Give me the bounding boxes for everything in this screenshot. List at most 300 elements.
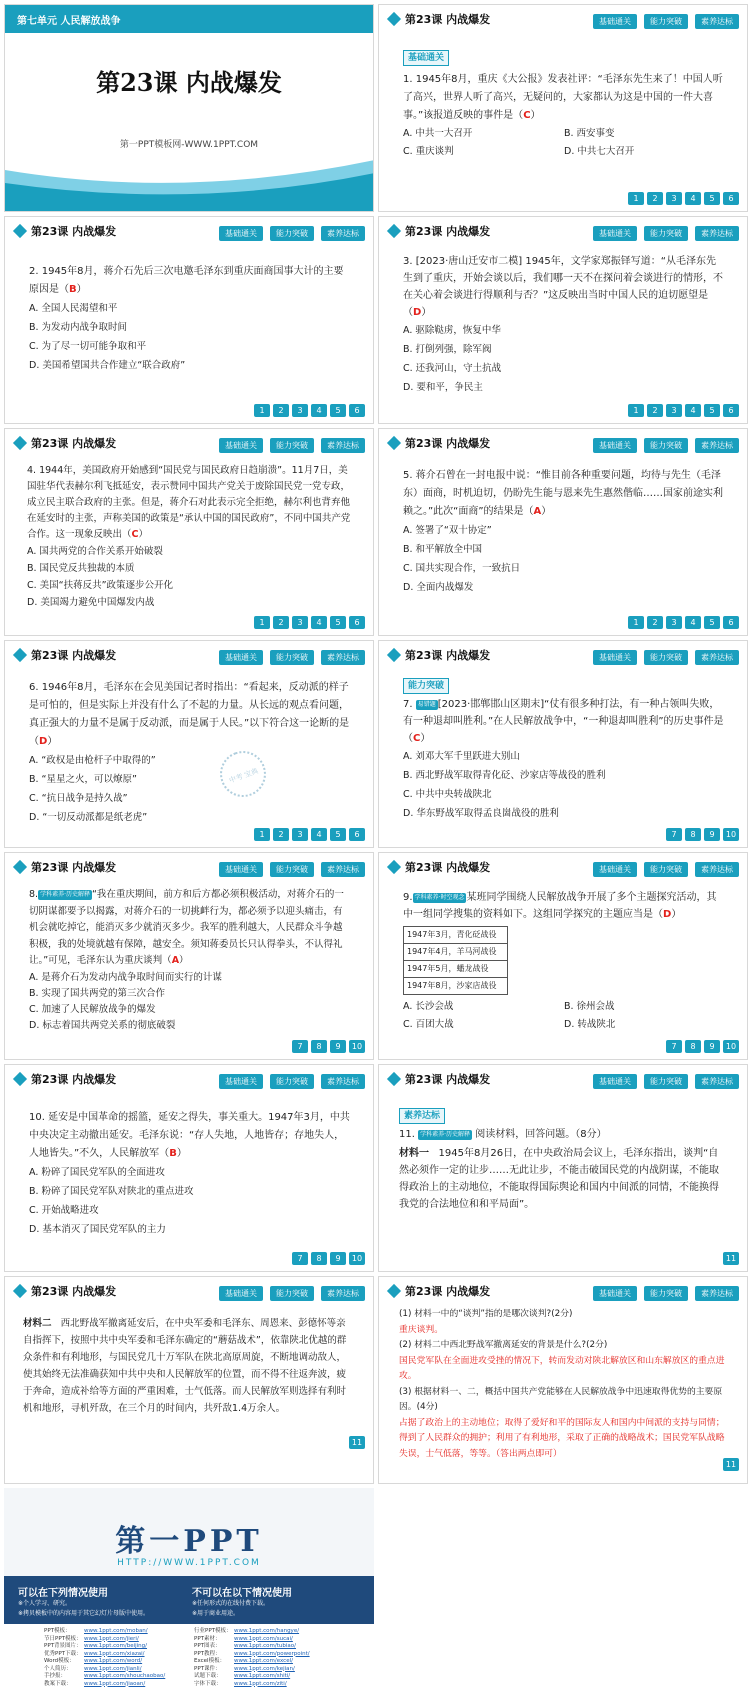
page-button-10[interactable]: 10 xyxy=(349,1040,365,1053)
footer-link-label: 节日PPT模板： xyxy=(44,1635,82,1642)
page-nav xyxy=(292,1252,365,1265)
page-button-9[interactable]: 9 xyxy=(330,1252,346,1265)
footer-link-row xyxy=(194,1636,364,1644)
answer-3: 占据了政治上的主动地位；取得了爱好和平的国际友人和国内中间派的支持与同情；得到了人民群众的拥护；利用了有利地形，采取了正确的战略战术；国民党军队战略失误，士气低落，等等。（答出两点即可） xyxy=(399,1417,725,1459)
lesson-title: 第23课 内战爆发 xyxy=(31,861,117,874)
footer-link-row xyxy=(44,1636,194,1644)
slide-header xyxy=(379,217,747,245)
page-button-7[interactable]: 7 xyxy=(292,1040,308,1053)
page-button-5[interactable]: 5 xyxy=(330,828,346,841)
tab-literacy[interactable]: 素养达标 xyxy=(321,1286,365,1301)
tab-basic[interactable]: 基础通关 xyxy=(219,438,263,453)
slide-header xyxy=(379,641,747,669)
page-button-5[interactable]: 5 xyxy=(704,404,720,417)
lesson-title: 第23课 内战爆发 xyxy=(405,1073,491,1086)
slide-q5 xyxy=(378,428,748,636)
tab-basic[interactable]: 基础通关 xyxy=(219,650,263,665)
footer-link-row xyxy=(194,1651,364,1659)
table-row: 1947年8月，沙家店战役 xyxy=(407,981,497,990)
tab-literacy[interactable]: 素养达标 xyxy=(321,226,365,241)
question-tag: 学科素养·历史解释 xyxy=(420,1131,471,1138)
question-text: 4. 1944年，美国政府开始感到“国民党与国民政府日趋崩溃”。11月7日，美国驻华代表赫尔利飞抵延安，表示赞同中国共产党关于废除国民党一党专政，成立民主联合政府的主张。但是，蒋介石对此表示完全拒绝，赫尔利也背弃他在延安时的主张，声称美国的政策是“承认中国的国民政府”，不同中国共产党合作。这一现象反映出（C） xyxy=(27,465,351,540)
footer-link-label: Excel模板： xyxy=(194,1658,226,1664)
answer-2: 国民党军队在全面进攻受挫的情况下，转而发动对陕北解放区和山东解放区的重点进攻。 xyxy=(399,1355,725,1381)
slide-q10 xyxy=(4,1064,374,1272)
slide-q4 xyxy=(4,428,374,636)
page-button-2[interactable]: 2 xyxy=(273,404,289,417)
footer-link[interactable]: www.1ppt.com/powerpoint/ xyxy=(234,1650,310,1657)
slide-header xyxy=(379,1277,747,1305)
option-d: D. 要和平，争民主 xyxy=(403,382,483,393)
page-button-2[interactable]: 2 xyxy=(647,192,663,205)
question-tag: 易错题 xyxy=(417,701,436,708)
footer-link-label: 字体下载： xyxy=(194,1680,222,1687)
page-button-7[interactable]: 7 xyxy=(292,1252,308,1265)
page-nav xyxy=(292,1040,365,1053)
lesson-title: 第23课 内战爆发 xyxy=(405,649,491,662)
options xyxy=(403,998,725,1034)
option-b: B. 粉碎了国民党军队对陕北的重点进攻 xyxy=(29,1186,194,1197)
option-b: B. 徐州会战 xyxy=(564,1001,615,1012)
option-d: D. 转战陕北 xyxy=(564,1019,616,1030)
footer-link-label: Word模板： xyxy=(44,1658,75,1664)
page-button-11[interactable]: 11 xyxy=(349,1436,365,1449)
option-c: C. 还我河山，守土抗战 xyxy=(403,363,502,374)
option-c: C. 为了尽一切可能争取和平 xyxy=(29,341,147,352)
option-b: B. 西北野战军取得青化砭、沙家店等战役的胜利 xyxy=(403,770,606,781)
page-button-4[interactable]: 4 xyxy=(685,404,701,417)
question-text: 5. 蒋介石曾在一封电报中说：“惟目前各种重要问题，均待与先生（毛泽东）面商，时机迫切，仍盼先生能与恩来先生惠然偕临……国家前途实利赖之。”此次“面商”的结果是（A） xyxy=(403,470,723,517)
slide-header xyxy=(5,641,373,669)
cover-site: 第一PPT模板网-WWW.1PPT.COM xyxy=(119,140,259,150)
sub-question-2: (2) 材料二中西北野战军撤离延安的背景是什么?(2分) xyxy=(399,1340,608,1350)
option-b: B. “星星之火，可以燎原” xyxy=(29,774,137,785)
cannot-use-item: ※用于商业用途。 xyxy=(192,1610,240,1617)
slide-q1 xyxy=(378,4,748,212)
answer: D xyxy=(663,909,672,920)
option-a: A. 全国人民渴望和平 xyxy=(29,303,118,314)
footer-link[interactable]: www.1ppt.com/excel/ xyxy=(234,1658,293,1664)
page-button-10[interactable]: 10 xyxy=(723,1040,739,1053)
tab-ability[interactable]: 能力突破 xyxy=(270,650,314,665)
question-tag: 学科素养·历史解释 xyxy=(40,891,90,898)
page-button-4[interactable]: 4 xyxy=(311,404,327,417)
tab-basic[interactable]: 基础通关 xyxy=(593,1286,637,1301)
option-d: D. 标志着国共两党关系的彻底破裂 xyxy=(29,1019,176,1031)
slide-q2 xyxy=(4,216,374,424)
page-nav xyxy=(628,404,739,417)
tab-ability[interactable]: 能力突破 xyxy=(270,1074,314,1089)
tab-basic[interactable]: 基础通关 xyxy=(219,226,263,241)
tab-basic[interactable]: 基础通关 xyxy=(219,862,263,877)
page-button-11[interactable]: 11 xyxy=(723,1252,739,1265)
diamond-icon xyxy=(387,224,401,238)
tab-basic[interactable]: 基础通关 xyxy=(593,650,637,665)
diamond-icon xyxy=(387,436,401,450)
option-a: A. “政权是由枪杆子中取得的” xyxy=(29,755,156,766)
question-tag: 学科素养·时空观念 xyxy=(414,894,465,901)
slide-header xyxy=(5,1277,373,1305)
watermark-stamp: 中考 宝典 xyxy=(214,745,273,804)
page-button-6[interactable]: 6 xyxy=(723,192,739,205)
question-intro: 11. 学科素养·历史解释 阅读材料，回答问题。（8分） xyxy=(399,1129,607,1140)
diamond-icon xyxy=(13,860,27,874)
tab-basic[interactable]: 基础通关 xyxy=(593,1074,637,1089)
tab-literacy[interactable]: 素养达标 xyxy=(695,438,739,453)
slide-header xyxy=(5,429,373,457)
footer-link[interactable]: www.1ppt.com/shouchaobao/ xyxy=(84,1673,166,1679)
slide-q9 xyxy=(378,852,748,1060)
page-button-9[interactable]: 9 xyxy=(704,828,720,841)
page-nav xyxy=(628,192,739,205)
diamond-icon xyxy=(13,224,27,238)
page-button-1[interactable]: 1 xyxy=(254,404,270,417)
page-button-4[interactable]: 4 xyxy=(685,616,701,629)
sub-question-3: (3) 根据材料一、二，概括中国共产党能够在人民解放战争中迅速取得优势的主要原因。(4分) xyxy=(399,1386,723,1412)
option-c: C. 重庆谈判 xyxy=(403,146,454,157)
tab-ability[interactable]: 能力突破 xyxy=(644,862,688,877)
footer-link[interactable]: www.1ppt.com/kejian/ xyxy=(234,1665,295,1672)
footer-link-row xyxy=(44,1651,194,1659)
page-button-6[interactable]: 6 xyxy=(723,616,739,629)
cover-title: 第23课 内战爆发 xyxy=(96,68,282,97)
option-b: B. 为发动内战争取时间 xyxy=(29,322,128,333)
page-button-6[interactable]: 6 xyxy=(349,616,365,629)
tab-literacy[interactable]: 素养达标 xyxy=(321,650,365,665)
option-c: C. 百团大战 xyxy=(403,1019,454,1030)
material-two: 材料二 西北野战军撤离延安后，在中央军委和毛泽东、周恩来、彭德怀等亲自指挥下，按照中共中央军委和毛泽东确定的“蘑菇战术”，依靠陕北优越的群众条件和有利地形，与国民党几十万军队在陕北高原周旋，不断地调动敌人，使其始终无法准确获知中共中央和人民解放军的位置，而不得不往返奔波，疲于奔命，造成补给等方面的严重困难，士气低落。而人民解放军则选择有利时机和地形，寻机歼敌，在三个月的时间内，共歼敌1.4万余人。 xyxy=(23,1318,347,1414)
tab-ability[interactable]: 能力突破 xyxy=(270,1286,314,1301)
option-b: B. 打倒列强，除军阀 xyxy=(403,344,492,355)
page-nav xyxy=(666,828,739,841)
footer-link[interactable]: www.1ppt.com/jianli/ xyxy=(84,1665,142,1672)
table-row: 1947年3月，青化砭战役 xyxy=(404,927,507,944)
footer-link[interactable]: www.1ppt.com/ziti/ xyxy=(234,1680,287,1687)
answer: A xyxy=(171,955,180,966)
section-label: 能力突破 xyxy=(403,678,449,694)
footer-link-row xyxy=(194,1673,364,1681)
page-button-4[interactable]: 4 xyxy=(311,616,327,629)
footer-slide xyxy=(4,1488,374,1693)
footer-link[interactable]: www.1ppt.com/moban/ xyxy=(84,1628,148,1634)
option-a: A. 刘邓大军千里跃进大别山 xyxy=(403,751,520,762)
option-d: D. 基本消灭了国民党军队的主力 xyxy=(29,1224,166,1235)
page-button-2[interactable]: 2 xyxy=(273,616,289,629)
option-a: A. 签署了“双十协定” xyxy=(403,525,492,536)
footer-link-label: 个人简历： xyxy=(44,1665,72,1672)
page-nav xyxy=(723,1252,739,1265)
page-button-9[interactable]: 9 xyxy=(330,1040,346,1053)
slide-header xyxy=(379,5,747,33)
can-use-item: ※个人学习、研究。 xyxy=(18,1600,72,1607)
page-button-10[interactable]: 10 xyxy=(349,1252,365,1265)
diamond-icon xyxy=(13,436,27,450)
diamond-icon xyxy=(387,1284,401,1298)
footer-link[interactable]: www.1ppt.com/sucai/ xyxy=(234,1635,293,1642)
page-button-7[interactable]: 7 xyxy=(666,1040,682,1053)
option-d: D. 全面内战爆发 xyxy=(403,582,474,593)
footer-link-row xyxy=(44,1681,194,1689)
footer-link-row xyxy=(194,1666,364,1674)
slide-q3 xyxy=(378,216,748,424)
lesson-title: 第23课 内战爆发 xyxy=(31,1073,117,1086)
footer-link-label: PPT教程： xyxy=(194,1650,221,1657)
tab-literacy[interactable]: 素养达标 xyxy=(321,862,365,877)
page-button-1[interactable]: 1 xyxy=(628,404,644,417)
footer-link-label: PPT模板： xyxy=(44,1628,71,1634)
slide-header xyxy=(379,853,747,881)
tab-literacy[interactable]: 素养达标 xyxy=(695,650,739,665)
page-button-8[interactable]: 8 xyxy=(685,1040,701,1053)
footer-link-row xyxy=(44,1658,194,1666)
page-button-4[interactable]: 4 xyxy=(685,192,701,205)
tab-literacy[interactable]: 素养达标 xyxy=(695,226,739,241)
lesson-title: 第23课 内战爆发 xyxy=(31,225,117,238)
option-c: C. 中共中央转战陕北 xyxy=(403,789,492,800)
option-d: D. 美国希望国共合作建立“联合政府” xyxy=(29,360,186,371)
cannot-use-item: ※任何形式的在线付费下载。 xyxy=(192,1600,270,1607)
footer-link-row xyxy=(44,1673,194,1681)
page-nav xyxy=(349,1436,365,1449)
cover-unit: 第七单元 人民解放战争 xyxy=(17,16,121,27)
page-button-5[interactable]: 5 xyxy=(330,616,346,629)
diamond-icon xyxy=(387,12,401,26)
page-button-9[interactable]: 9 xyxy=(704,1040,720,1053)
page-button-11[interactable]: 11 xyxy=(723,1458,739,1471)
footer-link-label: 教案下载： xyxy=(44,1680,72,1687)
footer-link-row xyxy=(44,1643,194,1651)
tab-basic[interactable]: 基础通关 xyxy=(593,14,637,29)
slide-header xyxy=(379,1065,747,1093)
page-button-1[interactable]: 1 xyxy=(628,192,644,205)
page-button-1[interactable]: 1 xyxy=(254,616,270,629)
page-nav xyxy=(254,404,365,417)
tab-ability[interactable]: 能力突破 xyxy=(270,862,314,877)
page-button-5[interactable]: 5 xyxy=(704,192,720,205)
answer: C xyxy=(131,529,139,540)
tab-literacy[interactable]: 素养达标 xyxy=(695,1074,739,1089)
lesson-title: 第23课 内战爆发 xyxy=(31,437,117,450)
footer-link-row xyxy=(194,1643,364,1651)
footer-link[interactable]: www.1ppt.com/jieri/ xyxy=(84,1635,139,1642)
page-button-8[interactable]: 8 xyxy=(311,1252,327,1265)
tab-basic[interactable]: 基础通关 xyxy=(219,1286,263,1301)
diamond-icon xyxy=(13,648,27,662)
slide-header xyxy=(5,853,373,881)
question-text: 8. 学科素养·历史解释 “我在重庆期间，前方和后方都必须积极活动，对蒋介石的一切阴谋都要予以揭露，对蒋介石的一切挑衅行为，都必须予以迎头痛击，有机会就吃掉它，能消灭多少就消灭多少。我军的胜利越大，人民群众斗争越积极，我的处境就越有保障，越安全。须知蒋委员长只认得拳头，不认得礼让。”可见，毛泽东认为重庆谈判（A） xyxy=(29,889,344,966)
footer-link[interactable]: www.1ppt.com/beijing/ xyxy=(84,1643,148,1649)
slide-header xyxy=(5,1065,373,1093)
footer-link-label: 行业PPT模板： xyxy=(194,1628,232,1634)
answer: D xyxy=(413,307,422,318)
slide-q6 xyxy=(4,640,374,848)
tab-literacy[interactable]: 素养达标 xyxy=(695,862,739,877)
footer-link-label: PPT素材： xyxy=(194,1635,221,1642)
slide-header xyxy=(379,429,747,457)
page-button-2[interactable]: 2 xyxy=(273,828,289,841)
tab-literacy[interactable]: 素养达标 xyxy=(695,14,739,29)
cover-wave xyxy=(5,155,374,212)
links-right xyxy=(194,1628,364,1688)
tab-ability[interactable]: 能力突破 xyxy=(270,226,314,241)
diamond-icon xyxy=(387,860,401,874)
page-button-6[interactable]: 6 xyxy=(723,404,739,417)
option-b: B. 国民党反共独裁的本质 xyxy=(27,563,135,574)
page-button-6[interactable]: 6 xyxy=(349,404,365,417)
option-a: A. 是蒋介石为发动内战争取时间而实行的计谋 xyxy=(29,971,222,983)
lesson-title: 第23课 内战爆发 xyxy=(405,1285,491,1298)
page-nav xyxy=(628,616,739,629)
options xyxy=(403,125,725,161)
page-button-3[interactable]: 3 xyxy=(666,404,682,417)
option-a: A. 驱除鞑虏，恢复中华 xyxy=(403,325,501,336)
tab-ability[interactable]: 能力突破 xyxy=(644,650,688,665)
option-d: D. 华东野战军取得孟良崮战役的胜利 xyxy=(403,808,559,819)
footer-link-label: 手抄报： xyxy=(44,1673,67,1679)
slide-q8 xyxy=(4,852,374,1060)
section-label: 素养达标 xyxy=(399,1108,445,1124)
footer-link[interactable]: www.1ppt.com/hangye/ xyxy=(234,1628,300,1634)
tab-ability[interactable]: 能力突破 xyxy=(644,1074,688,1089)
lesson-title: 第23课 内战爆发 xyxy=(405,13,491,26)
option-c: C. 加速了人民解放战争的爆发 xyxy=(29,1003,156,1015)
data-table xyxy=(403,926,508,995)
page-button-1[interactable]: 1 xyxy=(628,616,644,629)
page-button-3[interactable]: 3 xyxy=(666,616,682,629)
tab-literacy[interactable]: 素养达标 xyxy=(321,1074,365,1089)
page-button-2[interactable]: 2 xyxy=(647,616,663,629)
can-use-title: 可以在下列情况使用 xyxy=(18,1588,108,1599)
option-d: D. “一切反动派都是纸老虎” xyxy=(29,812,148,823)
page-button-10[interactable]: 10 xyxy=(723,828,739,841)
material-one: 材料一 1945年8月26日，在中央政治局会议上，毛泽东指出，谈判“自然必须作一定的让步……无此让步，不能击破国民党的内战阴谋，不能取得政治上的主动地位，不能取得国际舆论和国内中间派的同情，不能换得我党的合法地位和和平局面”。 xyxy=(399,1148,719,1210)
answer: C xyxy=(413,733,421,744)
tab-basic[interactable]: 基础通关 xyxy=(219,1074,263,1089)
footer-link-label: PPT图表： xyxy=(194,1643,221,1649)
tab-basic[interactable]: 基础通关 xyxy=(593,438,637,453)
footer-link-label: 优秀PPT下载： xyxy=(44,1650,82,1657)
tab-basic[interactable]: 基础通关 xyxy=(593,862,637,877)
question-text: 3. [2023·唐山迁安市二模] 1945年，文学家郑振铎写道：“从毛泽东先生到了重庆，开始会谈以后，我们哪一天不在探问着会谈进行的情形，不在关心着会谈进行得顺利与否？”这反映出当时中国人民的迫切愿望是（D） xyxy=(403,256,723,318)
question-text: 10. 延安是中国革命的摇篮，延安之得失，事关重大。1947年3月，中共中央决定主动撤出延安。毛泽东说：“存人失地，人地皆存；存地失人，人地皆失。”不久，人民解放军（B） xyxy=(29,1112,350,1159)
slide-q11-material1 xyxy=(378,1064,748,1272)
tab-literacy[interactable]: 素养达标 xyxy=(321,438,365,453)
footer-link-row xyxy=(194,1681,364,1689)
page-button-3[interactable]: 3 xyxy=(292,404,308,417)
option-a: A. 长沙会战 xyxy=(403,1001,454,1012)
page-button-7[interactable]: 7 xyxy=(666,828,682,841)
can-use xyxy=(18,1584,178,1619)
tab-ability[interactable]: 能力突破 xyxy=(644,438,688,453)
table-row: 1947年4月，羊马河战役 xyxy=(404,944,507,961)
answer: B xyxy=(69,284,77,295)
footer-link[interactable]: www.1ppt.com/xiazai/ xyxy=(84,1650,145,1657)
option-a: A. 国共两党的合作关系开始破裂 xyxy=(27,546,163,557)
answer: C xyxy=(523,110,531,121)
tab-literacy[interactable]: 素养达标 xyxy=(695,1286,739,1301)
can-use-item: ※拷贝模板中的内容用于其它幻灯片母版中使用。 xyxy=(18,1610,150,1617)
answer-1: 重庆谈判。 xyxy=(399,1324,443,1335)
diamond-icon xyxy=(13,1072,27,1086)
answer: D xyxy=(39,736,48,747)
lesson-title: 第23课 内战爆发 xyxy=(405,437,491,450)
sub-question-1: (1) 材料一中的“谈判”指的是哪次谈判?(2分) xyxy=(399,1309,573,1319)
slide-q11-material2 xyxy=(4,1276,374,1484)
option-b: B. 和平解放全中国 xyxy=(403,544,483,555)
footer-logo: 第一PPT xyxy=(115,1524,263,1559)
page-button-5[interactable]: 5 xyxy=(704,616,720,629)
slide-q11-answers xyxy=(378,1276,748,1484)
option-d: D. 美国竭力避免中国爆发内战 xyxy=(27,597,155,608)
footer-link[interactable]: www.1ppt.com/tubiao/ xyxy=(234,1643,296,1649)
footer-link[interactable]: www.1ppt.com/shiti/ xyxy=(234,1673,291,1679)
tab-basic[interactable]: 基础通关 xyxy=(593,226,637,241)
cannot-use-title: 不可以在以下情况使用 xyxy=(192,1588,292,1599)
footer-link-row xyxy=(44,1666,194,1674)
tab-ability[interactable]: 能力突破 xyxy=(270,438,314,453)
footer-url: HTTP://WWW.1PPT.COM xyxy=(117,1558,261,1568)
page-button-3[interactable]: 3 xyxy=(292,616,308,629)
cannot-use xyxy=(192,1584,352,1619)
page-button-8[interactable]: 8 xyxy=(685,828,701,841)
footer-panel xyxy=(4,1576,374,1693)
diamond-icon xyxy=(387,1072,401,1086)
page-button-5[interactable]: 5 xyxy=(330,404,346,417)
lesson-title: 第23课 内战爆发 xyxy=(405,225,491,238)
page-nav xyxy=(254,616,365,629)
footer-link[interactable]: www.1ppt.com/jiaoan/ xyxy=(84,1680,146,1687)
slide-header xyxy=(5,217,373,245)
option-c: C. 开始战略进攻 xyxy=(29,1205,99,1216)
diamond-icon xyxy=(13,1284,27,1298)
page-button-3[interactable]: 3 xyxy=(292,828,308,841)
answer: A xyxy=(533,506,542,517)
links-panel xyxy=(4,1624,374,1693)
links-left xyxy=(44,1628,194,1688)
tab-ability[interactable]: 能力突破 xyxy=(644,14,688,29)
tab-ability[interactable]: 能力突破 xyxy=(644,226,688,241)
footer-link-row xyxy=(194,1628,364,1636)
footer-link-label: PPT课件： xyxy=(194,1665,221,1672)
lesson-title: 第23课 内战爆发 xyxy=(31,1285,117,1298)
table-row: 1947年5月，蟠龙战役 xyxy=(404,961,507,978)
section-label: 基础通关 xyxy=(403,50,449,66)
page-button-3[interactable]: 3 xyxy=(666,192,682,205)
page-nav xyxy=(254,828,365,841)
page-nav xyxy=(666,1040,739,1053)
tab-ability[interactable]: 能力突破 xyxy=(644,1286,688,1301)
lesson-title: 第23课 内战爆发 xyxy=(31,649,117,662)
page-button-2[interactable]: 2 xyxy=(647,404,663,417)
page-button-1[interactable]: 1 xyxy=(254,828,270,841)
page-button-4[interactable]: 4 xyxy=(311,828,327,841)
question-text: 2. 1945年8月，蒋介石先后三次电邀毛泽东到重庆面商国事大计的主要原因是（B） xyxy=(29,266,344,295)
diamond-icon xyxy=(387,648,401,662)
option-a: A. 中共一大召开 xyxy=(403,128,473,139)
footer-link-label: PPT背景图片： xyxy=(44,1643,82,1649)
page-button-8[interactable]: 8 xyxy=(311,1040,327,1053)
footer-link-row xyxy=(194,1658,364,1666)
footer-link[interactable]: www.1ppt.com/word/ xyxy=(84,1658,143,1664)
option-c: C. 国共实现合作，一致抗日 xyxy=(403,563,521,574)
footer-link-label: 试题下载： xyxy=(194,1673,222,1679)
question-text: 7. 易错题 [2023·邯郸邯山区期末]“仗有很多种打法，有一种占领叫失败，有一种退却叫胜利。”在人民解放战争中，“一种退却叫胜利”的历史事件是（C） xyxy=(403,699,724,744)
option-b: B. 西安事变 xyxy=(564,128,615,139)
page-button-6[interactable]: 6 xyxy=(349,828,365,841)
slide-q7 xyxy=(378,640,748,848)
question-text: 9. 学科素养·时空观念 某班同学围绕人民解放战争开展了多个主题探究活动，其中一组同学搜集的资料如下。这组同学探究的主题应当是（D） xyxy=(403,892,717,920)
option-c: C. 美国“扶蒋反共”政策逐步公开化 xyxy=(27,580,174,591)
